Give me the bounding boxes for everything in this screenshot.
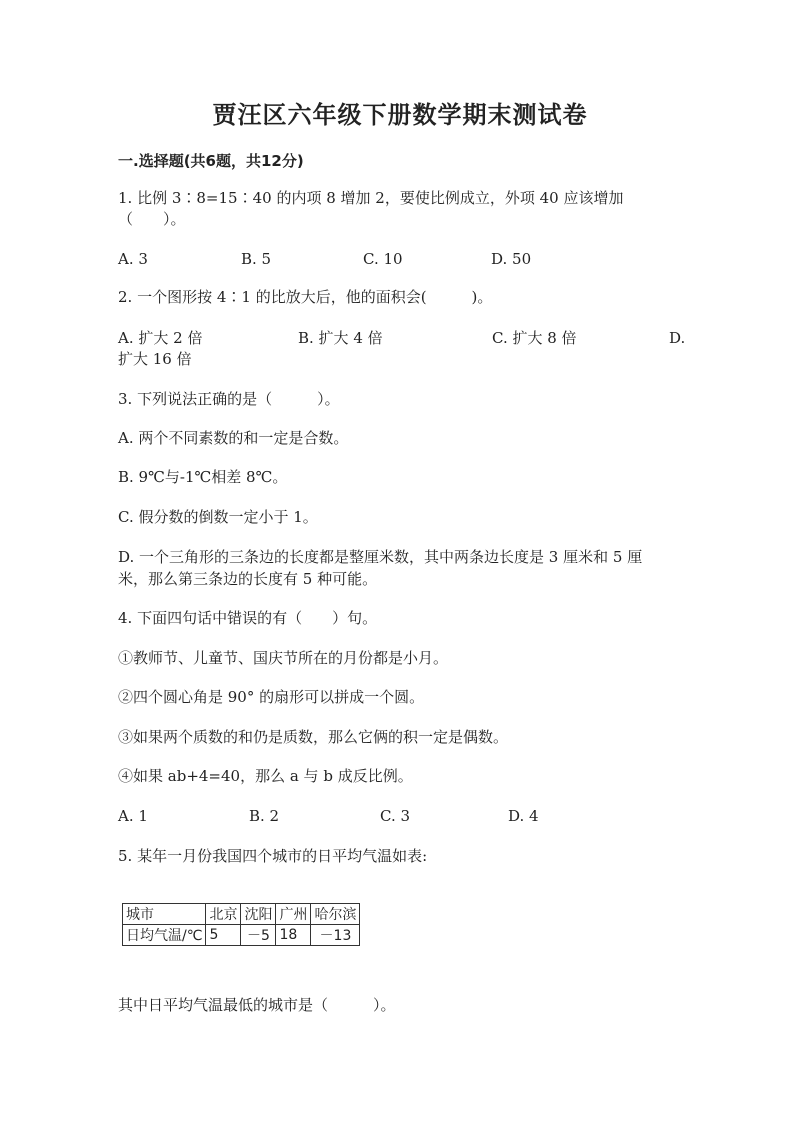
q5-stem: 5. 某年一月份我国四个城市的日平均气温如表: [118,847,428,865]
q2-option-d-continued: 扩大 16 倍 [118,350,192,368]
q4-option-d: D. 4 [508,807,539,825]
q2-stem: 2. 一个图形按 4∶1 的比放大后，他的面积会( )。 [118,288,493,306]
q2-option-a: A. 扩大 2 倍 [118,329,203,347]
table-cell: 18 [276,925,311,946]
q4-option-b: B. 2 [249,807,280,825]
table-cell: －5 [241,925,276,946]
table-header-row [123,904,360,925]
table-cell: 沈阳 [241,904,276,925]
q1-option-b: B. 5 [241,250,272,268]
q3-option-d-line1: D. 一个三角形的三条边的长度都是整厘米数，其中两条边长度是 3 厘米和 5 厘 [118,548,643,566]
q4-option-c: C. 3 [380,807,411,825]
table-cell: 城市 [123,904,206,925]
page-title: 贾汪区六年级下册数学期末测试卷 [212,101,588,129]
q1-option-c: C. 10 [363,250,403,268]
q3-option-b: B. 9℃与-1℃相差 8℃。 [118,468,288,486]
table-cell: 日均气温/℃ [123,925,206,946]
table-cell: －13 [311,925,360,946]
q4-statement-3: ③如果两个质数的和仍是质数，那么它俩的积一定是偶数。 [118,728,509,746]
section-heading: 一.选择题(共6题，共12分) [118,152,304,170]
table-cell: 哈尔滨 [311,904,360,925]
q4-statement-4: ④如果 ab+4=40，那么 a 与 b 成反比例。 [118,767,413,785]
q3-option-a: A. 两个不同素数的和一定是合数。 [118,429,349,447]
table-row [123,925,360,946]
table-cell: 5 [206,925,241,946]
q3-option-d-line2: 米，那么第三条边的长度有 5 种可能。 [118,570,378,588]
table-cell: 广州 [276,904,311,925]
q2-option-c: C. 扩大 8 倍 [492,329,577,347]
table-cell: 北京 [206,904,241,925]
temperature-table [122,903,360,946]
q4-statement-2: ②四个圆心角是 90° 的扇形可以拼成一个圆。 [118,688,425,706]
q1-option-a: A. 3 [118,250,148,268]
q1-option-d: D. 50 [491,250,532,268]
q4-option-a: A. 1 [118,807,148,825]
q5-question: 其中日平均气温最低的城市是（ ）。 [118,996,396,1014]
q1-stem-line2: （ ）。 [118,210,186,228]
q4-statement-1: ①教师节、儿童节、国庆节所在的月份都是小月。 [118,649,449,667]
q1-stem-line1: 1. 比例 3∶8=15∶40 的内项 8 增加 2，要使比例成立，外项 40 应该增加 [118,189,624,207]
q2-option-d: D. [669,329,686,347]
q3-stem: 3. 下列说法正确的是（ ）。 [118,390,340,408]
q4-stem: 4. 下面四句话中错误的有（ ）句。 [118,609,378,627]
q2-option-b: B. 扩大 4 倍 [298,329,383,347]
q3-option-c: C. 假分数的倒数一定小于 1。 [118,508,318,526]
